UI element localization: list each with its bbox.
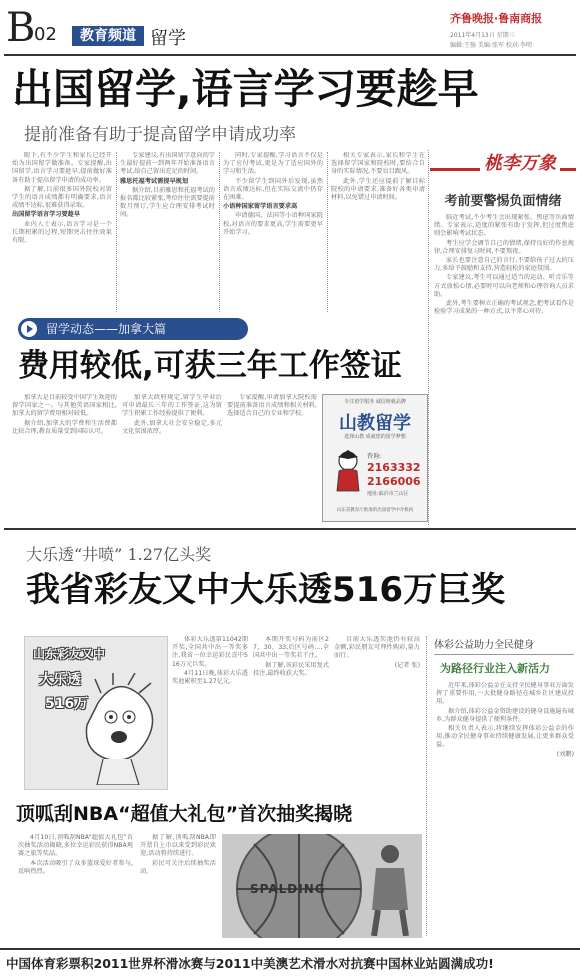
date-line: 2011年4月13日 星期三: [450, 32, 515, 39]
footer-banner: [0, 948, 580, 977]
column-divider: [219, 152, 220, 312]
article2-column-2: 加拿大政府规定,留学生毕业后可申请最长三年的工作签证,这为留学生积累工作经验提供了便利。 此外,加拿大社会安全稳定,多元文化氛围浓厚。: [122, 394, 222, 435]
nba-headline: 顶呱刮NBA“超值大礼包”首次抽奖揭晓: [16, 803, 353, 825]
column-divider: [116, 152, 117, 312]
ad-slogan: 选择山教 成就您的留学梦想: [344, 434, 406, 440]
page-number: 02: [34, 24, 57, 45]
ad-top-line: 专注留学服务 诚信铸就品牌: [344, 399, 406, 405]
nba-column-1: 4月10日,顶呱刮NBA“超值大礼包”首次抽奖活动揭晓,多位幸运彩民获得NBA观赛之旅等奖品。 本次活动吸引了众多篮球爱好者参与,反响热烈。: [18, 834, 133, 875]
basketball-photo: [222, 834, 422, 938]
ball-brand: SPALDING: [250, 882, 326, 896]
article2-tag-label: 留学动态——加拿大篇: [46, 322, 167, 336]
article2-tag: [18, 318, 248, 340]
page-letter: B: [6, 5, 36, 51]
section-name: 留学: [150, 28, 186, 49]
sidebar-title: 考前要警惕负面情绪: [444, 194, 562, 209]
sidebar-badge: 桃李万象: [480, 150, 560, 178]
article1-crosshead-1: 出国留学语言学习要趁早: [12, 211, 81, 219]
article1-column-3: 同时,专家提醒,学习语言不仅是为了应付考试,更是为了适应国外的学习和生活。 不少留学生到国外后发现,虽然语言成绩达标,但在实际交流中仍存在困难。 小语种国家留学语言要求高 申请德国、法国等小语种国家院校,对语言的要求更高,学生需要更早开始学习。: [223, 152, 323, 236]
header-rule: [4, 54, 576, 56]
article1-subhead: 提前准备有助于提高留学申请成功率: [24, 125, 296, 145]
lottery-column-3: 目前大乐透奖池仍有较高金额,彩民朋友可理性购彩,量力而行。 (记者 张): [334, 636, 420, 669]
page-header: [0, 0, 580, 56]
article2-headline: 费用较低,可获三年工作签证: [18, 348, 402, 384]
column-divider: [327, 152, 328, 312]
article2-column-1: 加拿大是目前较受中国学生欢迎的留学国家之一。与其他英语国家相比,加拿大的留学费用相对较低。 据介绍,加拿大的学费和生活费都比较合理,教育质量受到国际认可。: [12, 394, 117, 435]
sidebar-column: [430, 150, 576, 525]
lottery-headline: 我省彩友又中大乐透516万巨奖: [26, 570, 505, 610]
nba-column-2: 据了解,顶呱刮NBA即开票自上市以来受到彩民欢迎,活动将持续进行。 彩民可关注后续抽奖活动。: [140, 834, 216, 875]
ad-brand: 山教留学: [339, 413, 411, 434]
cartoon-caption-line-1: 山东彩友又中: [33, 647, 106, 661]
ad-footer: 山东省教育厅批准的出国留学中介机构: [336, 508, 414, 513]
article1-headline: 出国留学,语言学习要趁早: [12, 65, 479, 113]
ad-mascot-icon: [331, 447, 365, 493]
article2-column-3: 专家提醒,申请加拿大院校需要提前准备语言成绩和相关材料,选择适合自己的专业和学校。: [227, 394, 317, 418]
editor-line: 编辑:王强 美编:张军 校对:李明: [450, 42, 532, 49]
fitness-title-1: 体彩公益助力全民健身: [434, 640, 534, 651]
lottery-cartoon: [24, 636, 168, 790]
column-divider: [426, 636, 427, 936]
sidebar-body: 临近考试,不少考生会出现紧张、焦虑等负面情绪。专家表示,适度的紧张有助于发挥,但过度焦虑则会影响考试状态。 考生应学会调节自己的情绪,保持良好的作息规律,合理安排复习时间,不要熬夜。 家长也要注意自己的言行,不要给孩子过大的压力,多给予鼓励和支持,营造轻松的家庭氛围。 专家建议,考生可以通过适当的运动、听音乐等方式放松心情,必要时可以向老师和心理咨询人员求助。 此外,考生要树立正确的考试观念,把考试看作是检验学习成果的一种方式,以平常心对待。: [434, 214, 574, 316]
fitness-box: [430, 636, 576, 936]
article1-crosshead-3: 小语种国家留学语言要求高: [223, 203, 298, 211]
ad-phone-1: 2163332: [367, 461, 421, 474]
ad-phone-2: 2166006: [367, 475, 421, 488]
school-ad: [322, 394, 428, 522]
fitness-body: 近年来,体彩公益金在支持全民健身事业方面发挥了重要作用,一大批健身路径在城乡社区建成投用。 据介绍,体彩公益金资助建设的健身设施遍布城乡,为群众健身提供了便利条件。 相关负责人表示,将继续发挥体彩公益金的作用,推动全民健身事业持续健康发展,让更多群众受益。 (刘鹏): [436, 682, 574, 758]
fitness-title-divider: [434, 654, 574, 655]
cartoon-figure-icon: [73, 673, 163, 785]
lottery-kicker: 大乐透“井喷” 1.27亿头奖: [26, 545, 212, 564]
article1-column-1: 眼下,有不少学生和家长已经开始为出国留学做准备。专家提醒,出国留学,语言学习要趁早,提前做好准备有助于提高留学申请的成功率。 据了解,目前很多国外院校对留学生的语言成绩都有明确要求,语言成绩不达标,很难获得录取。 出国留学语言学习要趁早 业内人士表示,语言学习是一个长期积累的过程,短期突击往往效果有限。: [12, 152, 112, 245]
article1-crosshead-2: 雅思托福考试需提早规划: [120, 177, 189, 185]
section-rule: [4, 528, 576, 530]
lottery-column-1: 体彩大乐透第11042期开奖,全国共中出一等奖多注,我省一位幸运彩民喜中516万元巨奖。 4月11日晚,体彩大乐透奖池累积至1.27亿元。: [172, 636, 248, 686]
paper-name: 齐鲁晚报·鲁南商报: [450, 12, 543, 25]
ad-phone-label: 咨询:: [367, 453, 382, 460]
play-icon: [21, 321, 37, 337]
fitness-title-2: 为路径行业注入新活力: [440, 662, 550, 675]
column-divider: [428, 150, 429, 525]
cartoon-caption-line-2: 大乐透: [39, 672, 81, 688]
article1-column-4: 相关专家表示,家长和学生在选择留学国家和院校时,要结合自身的实际情况,不要盲目跟风。 此外,学生还应提前了解目标院校的申请要求,准备好各类申请材料,以免错过申请时间。: [331, 152, 425, 202]
lottery-column-2: 本期开奖号码为前区27、30、33,后区号码…,全国共中出一等奖若干注。 据了解,该彩民采用复式投注,最终收获大奖。: [253, 636, 329, 677]
player-figure-icon: [362, 840, 418, 936]
article1-column-2: 专家建议,有出国留学意向的学生最好提前一到两年开始准备语言考试,给自己留出充足的时间。 雅思托福考试需提早规划 据介绍,目前雅思和托福考试的报名都比较紧张,考位往往需要提前数月预订,学生应合理安排考试时间。: [120, 152, 215, 219]
channel-badge: 教育频道: [72, 26, 144, 46]
footer-banner-text: 中国体育彩票积2011世界杯滑冰赛与2011中美澳艺术滑水对抗赛中国林业站圆满成功!: [6, 956, 494, 971]
ad-address: 地址:临沂市兰山区: [367, 491, 409, 497]
cartoon-caption-line-3: 516万: [45, 696, 89, 712]
